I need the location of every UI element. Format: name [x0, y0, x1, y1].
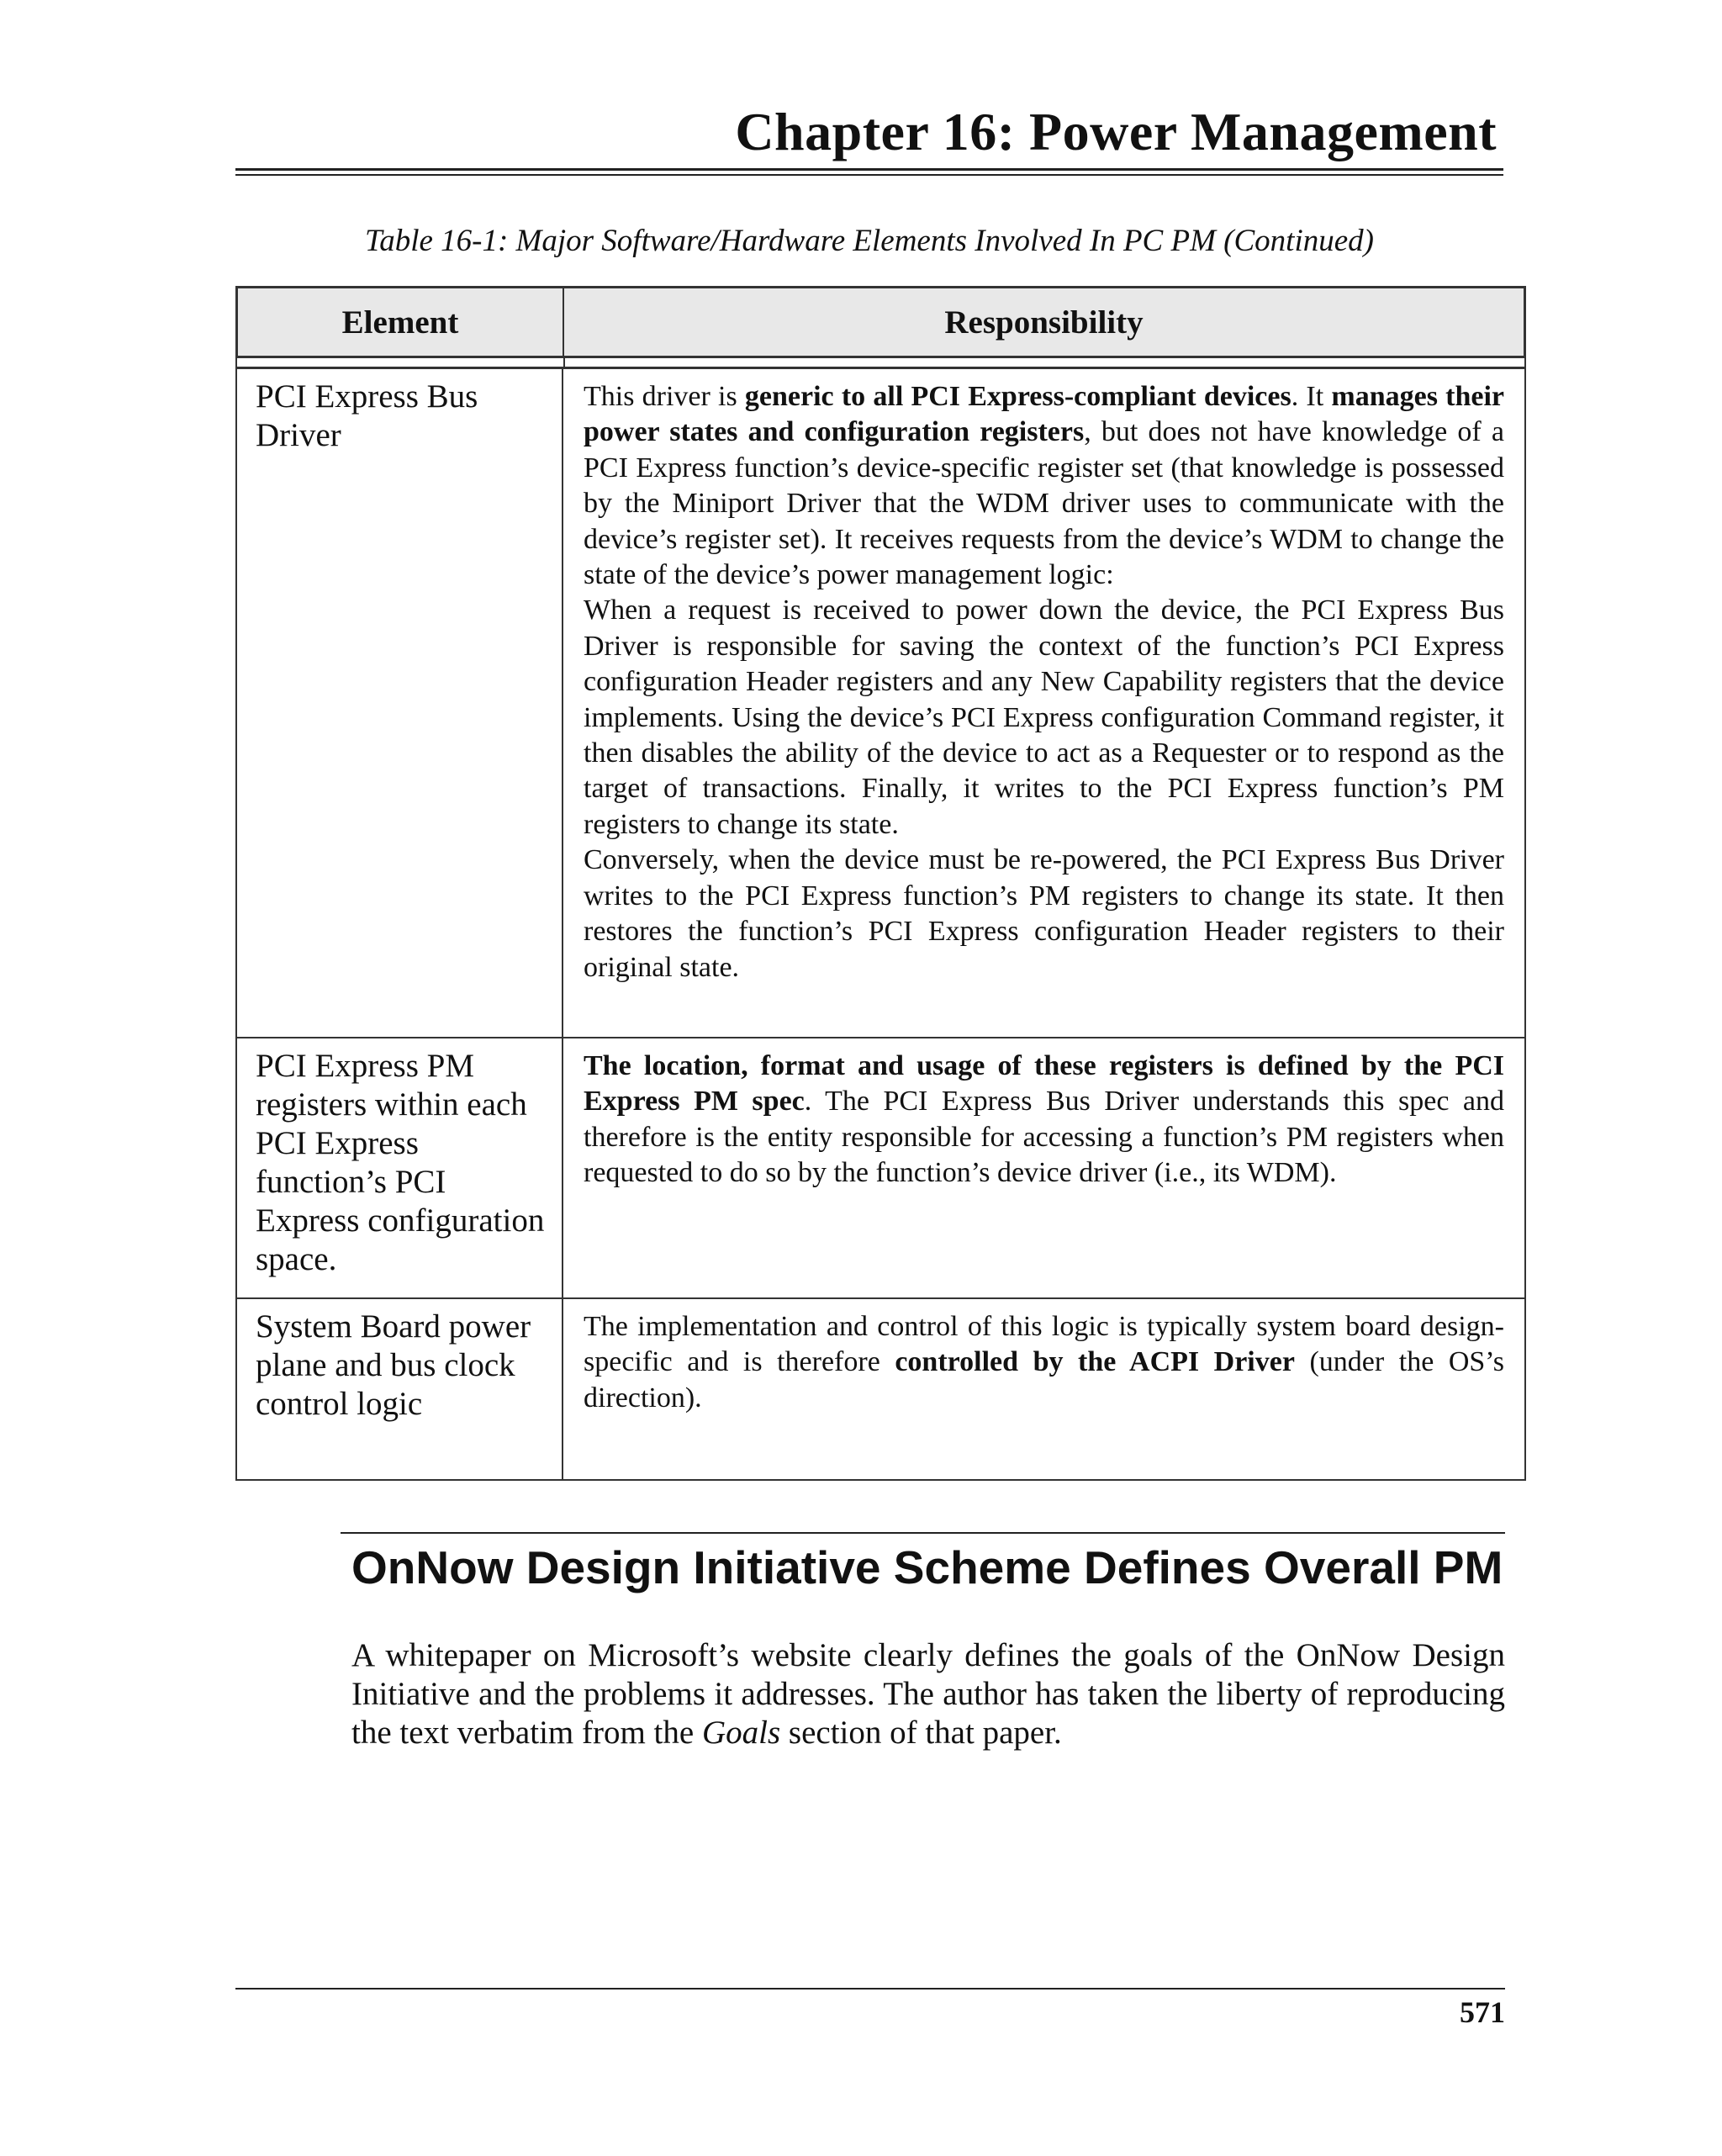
responsibility-cell [563, 1299, 1524, 1479]
responsibility-cell [563, 1038, 1524, 1297]
body-text: Conversely, when the device must be re-powered, the PCI Express Bus Driver writes to the PCI Express function’s PM registers to change its state. It then restores the function’s PCI Express configuration Header registers to their original state. [584, 844, 1504, 983]
column-header-element: Element [238, 288, 564, 356]
page-number: 571 [1460, 1995, 1505, 2029]
element-cell: System Board power plane and bus clock control logic [237, 1299, 563, 1479]
table-body [235, 367, 1526, 1481]
table-row [237, 369, 1524, 1037]
bold-text: The location, format and usage of these registers is defined by the PCI Express PM spec [584, 1050, 1504, 1118]
responsibility-paragraph [584, 593, 1504, 843]
section-heading: OnNow Design Initiative Scheme Defines Overall PM [351, 1541, 1503, 1593]
body-text: (under the OS’s direction). [584, 1346, 1504, 1414]
header-rule [235, 168, 1503, 171]
responsibility-paragraph [584, 379, 1504, 593]
section-rule [341, 1532, 1505, 1534]
body-text: This driver is [584, 381, 745, 412]
header-gap [235, 358, 1526, 367]
responsibility-cell [563, 369, 1524, 1037]
body-text: . It [1291, 381, 1332, 412]
column-header-responsibility: Responsibility [944, 304, 1144, 341]
header-rule-thin [235, 174, 1503, 176]
bold-text: controlled by the ACPI Driver [895, 1346, 1295, 1378]
element-cell: PCI Express Bus Driver [237, 369, 563, 1037]
bold-text: manages their power states and configuration registers [584, 381, 1504, 448]
paragraph-emphasis: Goals [701, 1715, 781, 1751]
body-text: , but does not have knowledge of a PCI Express function’s device-specific register set (that knowledge is possessed by the Miniport Driver that the WDM driver uses to communicate with the device’s register set). It receives requests from the device’s WDM to change the state of the device’s power management logic: [584, 416, 1504, 591]
table-row [237, 1297, 1524, 1479]
element-cell: PCI Express PM registers within each PCI Express function’s PCI Express configuration space. [237, 1038, 563, 1297]
paragraph-text: A whitepaper on Microsoft’s website clearly defines the goals of the OnNow Design Initiative and the problems it addresses. The author has taken the liberty of reproducing the text verbatim from the [351, 1637, 1505, 1751]
footer-rule [235, 1988, 1505, 1990]
responsibility-paragraph [584, 843, 1504, 986]
responsibility-paragraph [584, 1049, 1504, 1192]
chapter-title: Chapter 16: Power Management [735, 102, 1497, 161]
body-text: The implementation and control of this logic is typically system board design-specific and is therefore [584, 1311, 1504, 1378]
section-paragraph [351, 1636, 1505, 1752]
table-header-row [235, 286, 1526, 358]
responsibility-table [235, 286, 1526, 1481]
paragraph-text-end: section of that paper. [780, 1715, 1062, 1751]
table-row [237, 1037, 1524, 1297]
body-text: When a request is received to power down the device, the PCI Express Bus Driver is responsible for saving the context of the function’s PCI Express configuration Header registers and any New Capability registers that the device implements. Using the device’s PCI Express configuration Command register, it then disables the ability of the device to act as a Requester or to respond as the target of transactions. Finally, it writes to the PCI Express function’s PM registers to change its state. [584, 594, 1504, 840]
body-text: . The PCI Express Bus Driver understands this spec and therefore is the entity responsible for accessing a function’s PM registers when requested to do so by the function’s device driver (i.e., its WDM). [584, 1086, 1504, 1189]
table-caption: Table 16-1: Major Software/Hardware Elements Involved In PC PM (Continued) [365, 224, 1374, 258]
bold-text: generic to all PCI Express-compliant devices [744, 381, 1292, 412]
responsibility-paragraph [584, 1309, 1504, 1416]
